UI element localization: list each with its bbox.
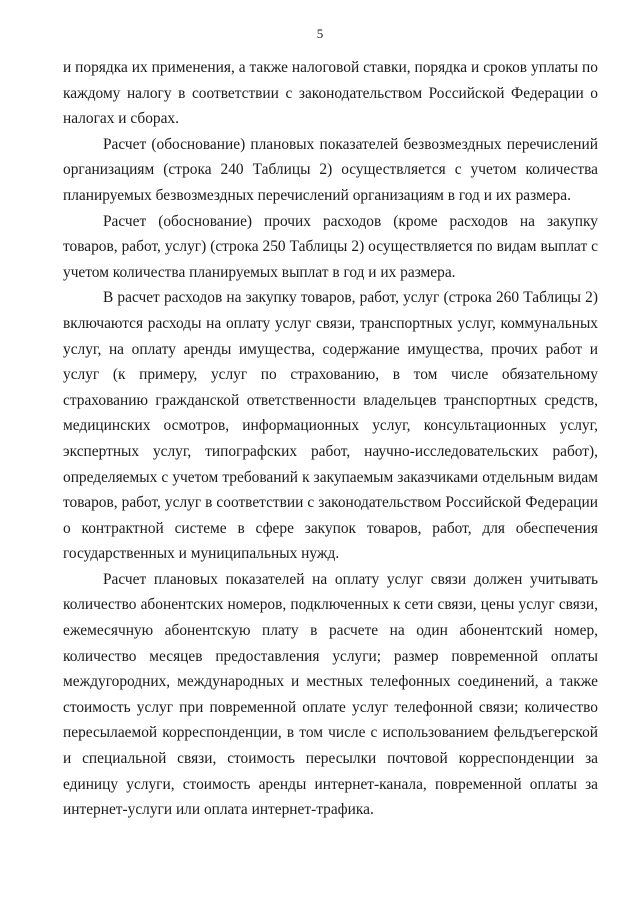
paragraph-5: Расчет плановых показателей на оплату услуг связи должен учитывать количество абонентских номеров, подключенных к сети связи, цены услуг связи, ежемесячную абонентскую плату в расчете на один абонентский номер, количество месяцев предоставления услуги; размер повременной оплаты междугородних, международных и местных телефонных соединений, а также стоимость услуг при повременной оплате услуг телефонной связи; количество пересылаемой корреспонденции, в том числе с использованием фельдъегерской и специальной связи, стоимость пересылки почтовой корреспонденции за единицу услуги, стоимость аренды интернет-канала, повременной оплаты за интернет-услуги или оплата интернет-трафика. — [63, 570, 598, 819]
document-body — [63, 55, 598, 823]
paragraph-2: Расчет (обоснование) плановых показателей безвозмездных перечислений организациям (строка 240 Таблицы 2) осуществляется с учетом количества планируемых безвозмездных перечислений организациям в год и их размера. — [63, 135, 598, 204]
page-number: 5 — [316, 26, 324, 41]
paragraph-1: и порядка их применения, а также налоговой ставки, порядка и сроков уплаты по каждому налогу в соответствии с законодательством Российской Федерации о налогах и сборах. — [63, 59, 598, 128]
paragraph-4: В расчет расходов на закупку товаров, работ, услуг (строка 260 Таблицы 2) включаются расходы на оплату услуг связи, транспортных услуг, коммунальных услуг, на оплату аренды имущества, содержание имущества, прочих работ и услуг (к примеру, услуг по страхованию, в том числе обязательному страхованию гражданской ответственности владельцев транспортных средств, медицинских осмотров, информационных услуг, консультационных услуг, экспертных услуг, типографских работ, научно-исследовательских работ), определяемых с учетом требований к закупаемым заказчиками отдельным видам товаров, работ, услуг в соответствии с законодательством Российской Федерации о контрактной системе в сфере закупок товаров, работ, для обеспечения государственных и муниципальных нужд. — [63, 289, 598, 563]
paragraph-3: Расчет (обоснование) прочих расходов (кроме расходов на закупку товаров, работ, услуг) (строка 250 Таблицы 2) осуществляется по видам выплат с учетом количества планируемых выплат в год и их размера. — [63, 212, 598, 281]
